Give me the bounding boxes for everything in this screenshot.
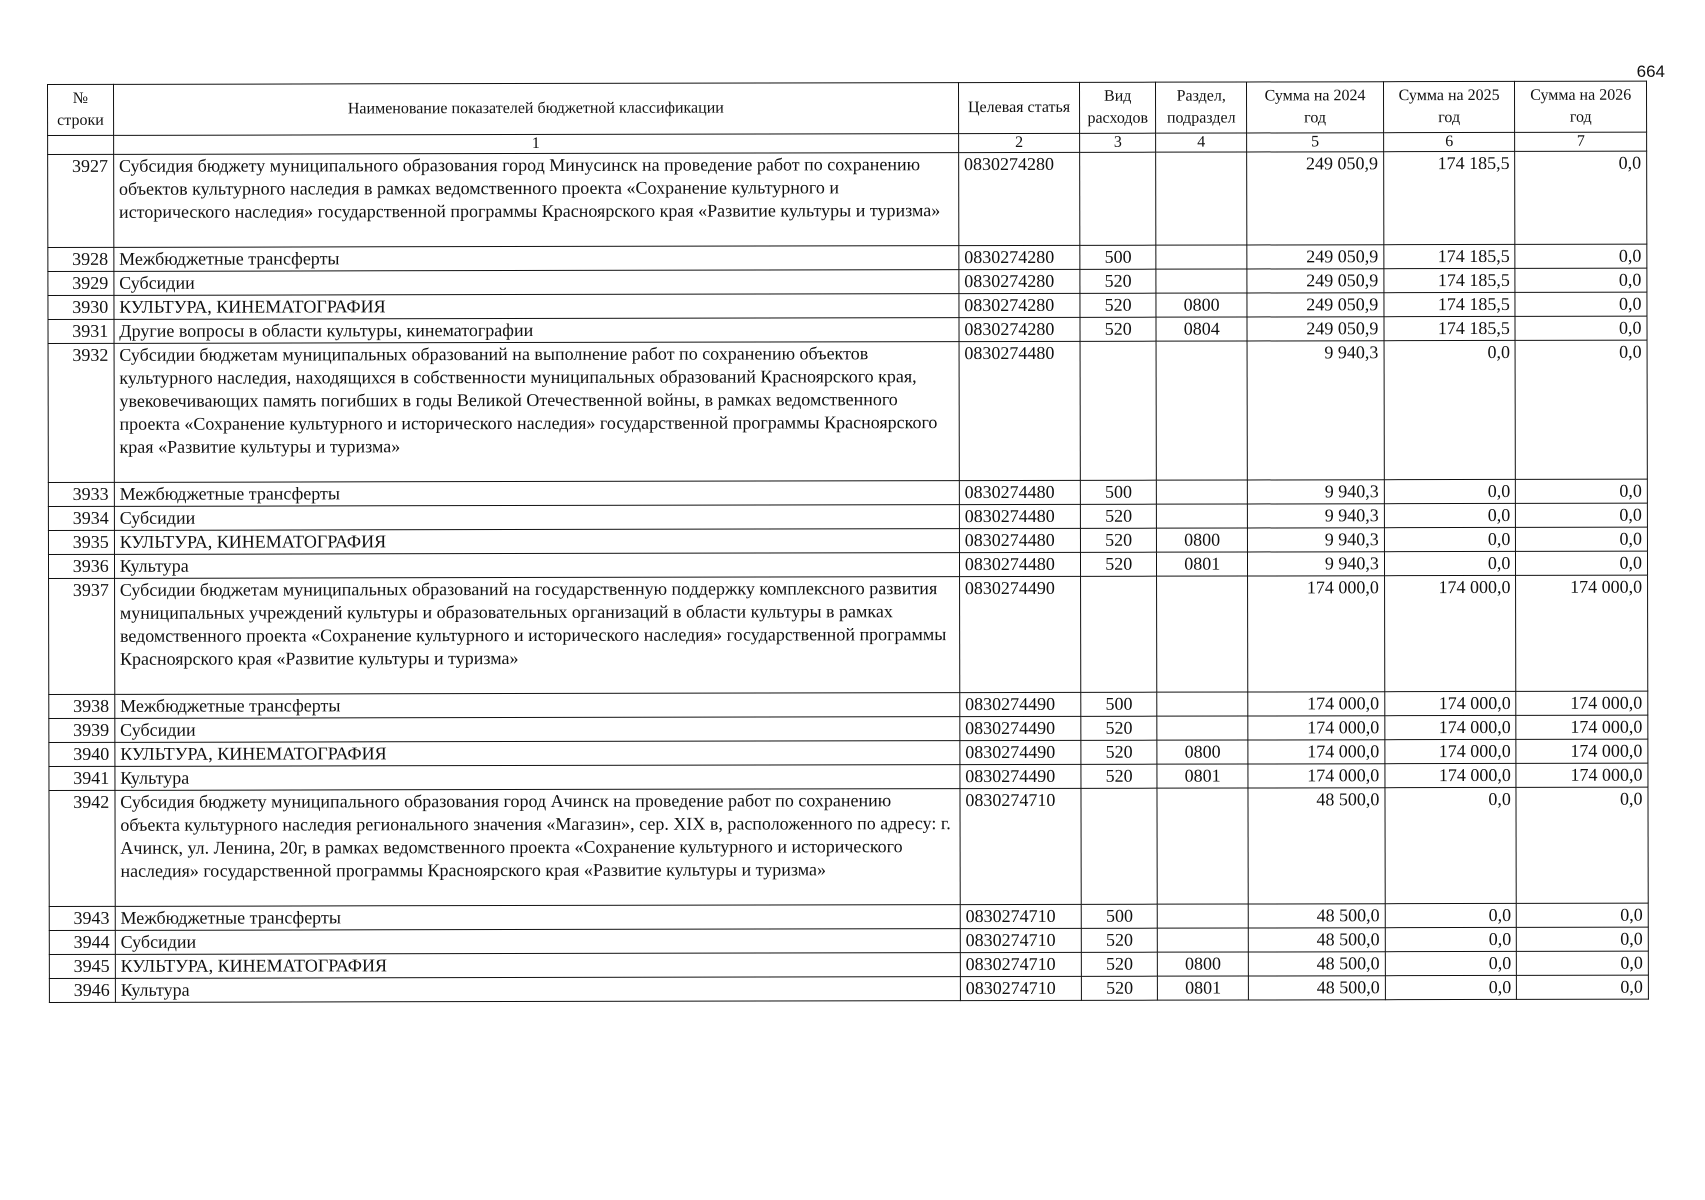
sum-2024: 48 500,0	[1248, 928, 1385, 952]
table-row	[48, 551, 1647, 578]
sum-2025: 174 185,5	[1383, 151, 1515, 244]
expense-type	[1081, 788, 1157, 904]
expense-type: 520	[1082, 952, 1158, 976]
sum-2025: 0,0	[1385, 903, 1517, 927]
section-subsection	[1157, 692, 1248, 716]
column-number: 5	[1247, 133, 1384, 152]
sum-2026: 174 000,0	[1516, 575, 1648, 691]
section-subsection: 0800	[1156, 293, 1247, 317]
row-number: 3930	[48, 295, 114, 319]
table-row	[48, 527, 1647, 554]
expense-type: 520	[1081, 716, 1157, 740]
expense-type: 520	[1080, 269, 1156, 293]
column-number: 1	[113, 134, 958, 155]
sum-2025: 174 000,0	[1385, 763, 1517, 787]
row-number: 3946	[49, 978, 115, 1002]
table-row	[48, 292, 1647, 319]
sum-2025: 174 185,5	[1384, 268, 1516, 292]
target-article: 0830274280	[959, 245, 1080, 269]
target-article: 0830274480	[959, 504, 1080, 528]
target-article: 0830274490	[960, 692, 1081, 716]
budget-table	[47, 81, 1649, 1003]
sum-2024: 249 050,9	[1247, 293, 1384, 317]
target-article: 0830274710	[960, 976, 1081, 1000]
row-number: 3929	[48, 271, 114, 295]
expense-type	[1080, 152, 1156, 245]
table-body	[48, 151, 1649, 1002]
row-number: 3943	[49, 906, 115, 930]
row-name: Другие вопросы в области культуры, кинематографии	[114, 318, 959, 344]
sum-2024: 249 050,9	[1247, 317, 1384, 341]
table-row	[49, 715, 1648, 742]
row-name: Субсидии	[114, 270, 959, 296]
section-subsection	[1157, 904, 1248, 928]
expense-type	[1080, 341, 1156, 480]
row-name: КУЛЬТУРА, КИНЕМАТОГРАФИЯ	[114, 529, 959, 555]
sum-2024: 174 000,0	[1248, 692, 1385, 716]
row-name: Субсидии бюджетам муниципальных образований на государственную поддержку комплексного развития муниципальных учреждений культуры и образовательных организаций в области культуры в рамках ведомственного проекта «Сохранение культурного и исторического наследия» государственной программы Красноярского края «Развитие культуры и туризма»	[114, 577, 959, 695]
sum-2025: 174 000,0	[1385, 691, 1517, 715]
table-row	[48, 316, 1647, 343]
row-number: 3928	[48, 247, 114, 271]
expense-type: 500	[1081, 904, 1157, 928]
section-subsection: 0800	[1157, 952, 1248, 976]
expense-type: 520	[1080, 293, 1156, 317]
sum-2025: 0,0	[1384, 479, 1516, 503]
table-row	[49, 763, 1648, 790]
row-name: КУЛЬТУРА, КИНЕМАТОГРАФИЯ	[114, 294, 959, 320]
sum-2026: 0,0	[1515, 292, 1647, 316]
expense-type: 500	[1080, 245, 1156, 269]
sum-2025: 174 185,5	[1384, 292, 1516, 316]
expense-type: 520	[1082, 928, 1158, 952]
table-row	[48, 244, 1647, 271]
target-article: 0830274490	[959, 576, 1081, 692]
table-row	[48, 479, 1647, 506]
row-name: Межбюджетные трансферты	[114, 246, 959, 272]
sum-2024: 249 050,9	[1247, 269, 1384, 293]
row-number: 3940	[49, 742, 115, 766]
sum-2026: 0,0	[1517, 975, 1649, 999]
column-number: 7	[1515, 132, 1647, 151]
section-subsection	[1157, 928, 1248, 952]
row-number: 3937	[49, 578, 115, 694]
expense-type: 520	[1081, 528, 1157, 552]
sum-2024: 174 000,0	[1248, 576, 1385, 692]
header-sum-2025: Сумма на 2025 год	[1383, 81, 1515, 132]
target-article: 0830274280	[958, 152, 1080, 245]
expense-type: 520	[1081, 504, 1157, 528]
row-name: КУЛЬТУРА, КИНЕМАТОГРАФИЯ	[115, 953, 960, 979]
target-article: 0830274490	[960, 740, 1081, 764]
target-article: 0830274480	[959, 480, 1080, 504]
section-subsection: 0800	[1157, 740, 1248, 764]
sum-2024: 48 500,0	[1249, 952, 1386, 976]
sum-2025: 0,0	[1384, 527, 1516, 551]
row-name: Субсидии	[115, 929, 960, 955]
header-name: Наименование показателей бюджетной классификации	[113, 83, 958, 136]
table-row	[49, 903, 1648, 930]
sum-2026: 0,0	[1517, 903, 1649, 927]
target-article: 0830274490	[960, 764, 1081, 788]
expense-type: 520	[1081, 552, 1157, 576]
expense-type: 500	[1081, 692, 1157, 716]
table-row	[49, 575, 1648, 694]
sum-2026: 0,0	[1515, 268, 1647, 292]
row-number: 3935	[48, 530, 114, 554]
row-name: Культура	[115, 977, 960, 1003]
table-row	[49, 787, 1648, 906]
sum-2024: 48 500,0	[1249, 976, 1386, 1000]
row-name: Межбюджетные трансферты	[114, 481, 959, 507]
row-number: 3945	[49, 954, 115, 978]
row-number: 3942	[49, 790, 115, 906]
row-number: 3927	[48, 154, 114, 247]
target-article: 0830274280	[959, 293, 1080, 317]
section-subsection	[1157, 576, 1248, 692]
sum-2025: 0,0	[1385, 975, 1517, 999]
target-article: 0830274480	[959, 341, 1081, 480]
sum-2026: 0,0	[1515, 244, 1647, 268]
target-article: 0830274480	[959, 528, 1080, 552]
header-target: Целевая статья	[958, 82, 1080, 133]
header-vid: Вид расходов	[1080, 82, 1156, 133]
header-razdel: Раздел, подраздел	[1156, 82, 1247, 133]
table-row	[49, 975, 1648, 1002]
sum-2025: 0,0	[1384, 551, 1516, 575]
target-article: 0830274480	[959, 552, 1080, 576]
section-subsection: 0801	[1157, 552, 1248, 576]
sum-2026: 0,0	[1515, 316, 1647, 340]
expense-type: 500	[1081, 480, 1157, 504]
expense-type: 520	[1081, 740, 1157, 764]
table-row	[49, 927, 1648, 954]
row-number: 3933	[48, 482, 114, 506]
table-row	[49, 951, 1648, 978]
sum-2024: 48 500,0	[1248, 904, 1385, 928]
section-subsection	[1156, 152, 1247, 245]
row-name: Культура	[115, 765, 960, 791]
header-row	[48, 81, 1647, 135]
sum-2024: 9 940,3	[1247, 341, 1384, 480]
sum-2026: 174 000,0	[1516, 763, 1648, 787]
section-subsection	[1156, 341, 1247, 480]
section-subsection: 0801	[1157, 764, 1248, 788]
row-name: Субсидия бюджету муниципального образования город Ачинск на проведение работ по сохранению объекта культурного наследия регионального значения «Магазин», сер. XIX в, расположенного по адресу: г. Ачинск, ул. Ленина, 20г, в рамках ведомственного проекта «Сохранение культурного и исторического наследия» государственной программы Красноярского края «Развитие культуры и туризма»	[115, 789, 960, 907]
table-row	[48, 340, 1647, 482]
target-article: 0830274490	[960, 716, 1081, 740]
sum-2024: 174 000,0	[1248, 764, 1385, 788]
section-subsection	[1157, 504, 1248, 528]
section-subsection	[1156, 480, 1247, 504]
row-name: КУЛЬТУРА, КИНЕМАТОГРАФИЯ	[115, 741, 960, 767]
column-number: 6	[1383, 132, 1515, 151]
sum-2024: 9 940,3	[1248, 528, 1385, 552]
row-number: 3932	[48, 343, 114, 482]
table-row	[48, 503, 1647, 530]
sum-2024: 9 940,3	[1248, 504, 1385, 528]
table-row	[49, 739, 1648, 766]
sum-2025: 0,0	[1384, 340, 1516, 479]
target-article: 0830274710	[960, 904, 1081, 928]
row-number: 3941	[49, 766, 115, 790]
sum-2024: 249 050,9	[1247, 245, 1384, 269]
row-number: 3939	[49, 718, 115, 742]
sum-2026: 174 000,0	[1516, 739, 1648, 763]
row-number: 3936	[48, 554, 114, 578]
sum-2025: 174 000,0	[1384, 575, 1516, 691]
table-row	[48, 151, 1647, 247]
sum-2026: 0,0	[1516, 551, 1648, 575]
sum-2024: 249 050,9	[1247, 152, 1384, 245]
table-row	[48, 268, 1647, 295]
page-number: 664	[1636, 62, 1665, 81]
row-number: 3934	[48, 506, 114, 530]
row-number: 3944	[49, 930, 115, 954]
target-article: 0830274710	[960, 928, 1081, 952]
header-sum-2024: Сумма на 2024 год	[1247, 82, 1384, 133]
sum-2025: 0,0	[1384, 503, 1516, 527]
target-article: 0830274710	[960, 788, 1082, 904]
row-number: 3938	[49, 694, 115, 718]
section-subsection	[1157, 788, 1248, 904]
table-row	[49, 691, 1648, 718]
column-number: 3	[1080, 133, 1156, 152]
sum-2025: 174 000,0	[1385, 715, 1517, 739]
sum-2026: 0,0	[1517, 951, 1649, 975]
sum-2026: 0,0	[1517, 927, 1649, 951]
sum-2025: 174 185,5	[1384, 316, 1516, 340]
sum-2024: 9 940,3	[1248, 552, 1385, 576]
sum-2026: 0,0	[1516, 479, 1648, 503]
section-subsection	[1157, 716, 1248, 740]
sum-2025: 0,0	[1385, 787, 1517, 903]
row-number: 3931	[48, 319, 114, 343]
sum-2024: 174 000,0	[1248, 740, 1385, 764]
section-subsection	[1156, 269, 1247, 293]
row-name: Межбюджетные трансферты	[115, 693, 960, 719]
sum-2024: 48 500,0	[1248, 788, 1385, 904]
sum-2026: 0,0	[1515, 151, 1647, 244]
row-name: Субсидия бюджету муниципального образования город Минусинск на проведение работ по сохранению объектов культурного наследия в рамках ведомственного проекта «Сохранение культурного и исторического наследия» государственной программы Красноярского края «Развитие культуры и туризма»	[113, 153, 958, 248]
row-name: Субсидии	[115, 717, 960, 743]
row-name: Культура	[114, 553, 959, 579]
column-number: 4	[1156, 133, 1247, 152]
sum-2026: 0,0	[1515, 340, 1647, 479]
target-article: 0830274710	[960, 952, 1081, 976]
sum-2026: 0,0	[1516, 527, 1648, 551]
expense-type: 520	[1082, 976, 1158, 1000]
expense-type: 520	[1080, 317, 1156, 341]
sum-2026: 0,0	[1516, 503, 1648, 527]
column-number-blank	[48, 135, 114, 154]
section-subsection: 0800	[1157, 528, 1248, 552]
target-article: 0830274280	[959, 317, 1080, 341]
section-subsection	[1156, 245, 1247, 269]
expense-type	[1081, 576, 1157, 692]
sum-2026: 0,0	[1516, 787, 1648, 903]
expense-type: 520	[1081, 764, 1157, 788]
row-name: Межбюджетные трансферты	[115, 905, 960, 931]
sum-2025: 174 185,5	[1384, 244, 1516, 268]
sum-2025: 0,0	[1385, 951, 1517, 975]
row-name: Субсидии	[114, 505, 959, 531]
row-name: Субсидии бюджетам муниципальных образований на выполнение работ по сохранению объектов культурного наследия, находящихся в собственности муниципальных образований Красноярского края, увековечивающих память погибших в годы Великой Отечественной войны, в рамках ведомственного проекта «Сохранение культурного и исторического наследия» государственной программы Красноярского края «Развитие культуры и туризма»	[114, 342, 959, 483]
header-row-no: № строки	[48, 84, 114, 135]
sum-2025: 174 000,0	[1385, 739, 1517, 763]
sum-2026: 174 000,0	[1516, 715, 1648, 739]
section-subsection: 0801	[1158, 976, 1249, 1000]
column-number: 2	[958, 133, 1079, 152]
section-subsection: 0804	[1156, 317, 1247, 341]
sum-2026: 174 000,0	[1516, 691, 1648, 715]
sum-2024: 9 940,3	[1248, 480, 1385, 504]
sum-2025: 0,0	[1385, 927, 1517, 951]
target-article: 0830274280	[959, 269, 1080, 293]
header-sum-2026: Сумма на 2026 год	[1515, 81, 1647, 132]
sum-2024: 174 000,0	[1248, 716, 1385, 740]
